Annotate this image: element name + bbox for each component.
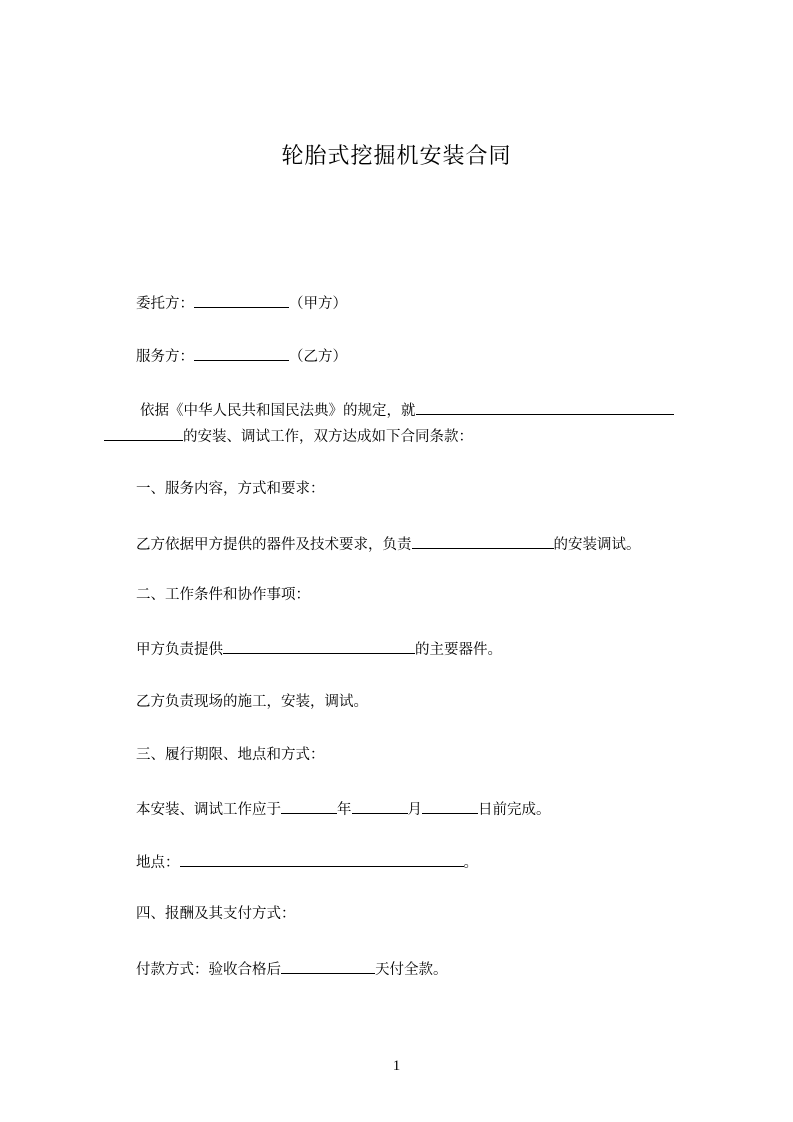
provider-label: 服务方：	[136, 349, 194, 365]
section2-line1-suffix: 的主要器件。	[415, 642, 502, 658]
client-suffix: （甲方）	[289, 296, 347, 312]
page-number: 1	[392, 1058, 401, 1074]
section3-date-prefix: 本安装、调试工作应于	[136, 802, 281, 818]
client-label: 委托方：	[136, 296, 194, 312]
place-label: 地点：	[136, 855, 180, 871]
section4-payment-line	[136, 958, 448, 980]
section4-heading: 四、报酬及其支付方式：	[136, 906, 296, 922]
basis-blank	[416, 399, 674, 415]
section3-heading: 三、履行期限、地点和方式：	[136, 747, 325, 763]
section1-suffix: 的安装调试。	[553, 537, 641, 553]
basis-cont-blank	[104, 425, 183, 441]
section1-line	[136, 533, 641, 555]
section2-heading: 二、工作条件和协作事项：	[136, 587, 310, 603]
place-blank	[180, 851, 464, 867]
section2-blank	[223, 638, 415, 654]
client-line	[136, 292, 347, 314]
section2-line1	[136, 638, 502, 660]
page-title: 轮胎式挖掘机安装合同	[281, 144, 512, 169]
section3-place-line	[136, 851, 478, 873]
basis-line-cont	[104, 425, 473, 447]
year-blank	[281, 798, 337, 814]
section1-heading: 一、服务内容，方式和要求：	[136, 481, 325, 497]
day-blank	[422, 798, 478, 814]
provider-suffix: （乙方）	[289, 349, 347, 365]
section3-date-line	[136, 798, 551, 820]
basis-prefix: 依据《中华人民共和国民法典》的规定，就	[140, 403, 416, 419]
provider-line	[136, 345, 347, 367]
day-suffix: 日前完成。	[478, 802, 551, 818]
section1-prefix: 乙方依据甲方提供的器件及技术要求，负责	[136, 537, 412, 553]
basis-line	[140, 399, 674, 421]
client-blank	[194, 292, 289, 308]
section2-line2: 乙方负责现场的施工，安装，调试。	[136, 694, 368, 710]
payment-suffix: 天付全款。	[375, 962, 448, 978]
section1-blank	[412, 533, 554, 549]
payment-prefix: 付款方式：验收合格后	[136, 962, 281, 978]
place-suffix: 。	[463, 855, 478, 871]
year-label: 年	[337, 802, 352, 818]
month-label: 月	[407, 802, 422, 818]
basis-suffix: 的安装、调试工作，双方达成如下合同条款：	[183, 429, 473, 445]
month-blank	[352, 798, 408, 814]
section2-line1-prefix: 甲方负责提供	[136, 642, 223, 658]
payment-blank	[281, 958, 375, 974]
provider-blank	[194, 345, 289, 361]
